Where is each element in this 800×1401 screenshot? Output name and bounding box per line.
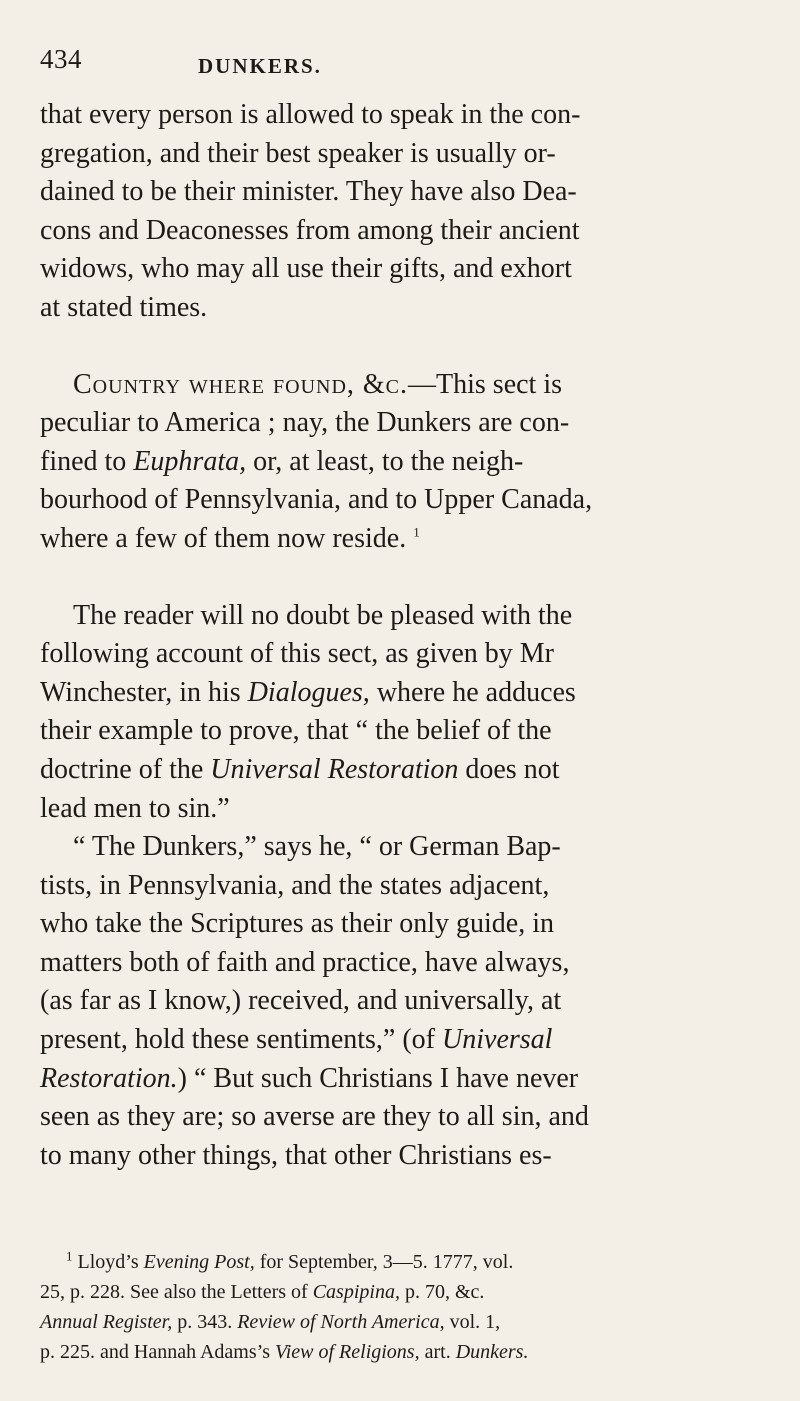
footnote-line (40, 1307, 770, 1337)
text-line: gregation, and their best speaker is usually or- (40, 137, 556, 169)
page-header (40, 44, 760, 84)
text-line (40, 1060, 770, 1099)
text-line: dained to be their minister. They have also Dea- (40, 176, 577, 208)
italic-title: Euphrata, (133, 445, 247, 477)
paragraph-4 (40, 828, 770, 1175)
italic-title: Evening Post, (143, 1251, 255, 1273)
text-line: widows, who may all use their gifts, and exhort (40, 253, 572, 285)
page-number: 434 (40, 44, 82, 74)
italic-title: Caspipina, (312, 1281, 400, 1303)
text-line: at stated times. (40, 291, 208, 323)
paragraph-1 (40, 96, 770, 328)
text-line: matters both of faith and practice, have always, (40, 946, 570, 978)
text-span: p. 343. (172, 1311, 238, 1333)
text-line (40, 1021, 770, 1060)
italic-title: Dialogues, (247, 676, 370, 708)
text-line: peculiar to America ; nay, the Dunkers are con- (40, 407, 570, 439)
text-line (40, 443, 770, 482)
footnote-reference: 1 (413, 524, 420, 540)
text-span: for September, 3—5. 1777, vol. (254, 1251, 514, 1273)
text-span: Lloyd’s (72, 1251, 144, 1273)
italic-title: Universal Restoration (210, 753, 459, 785)
paragraph-3 (40, 597, 770, 829)
text-span: 25, p. 228. See also the Letters of (40, 1281, 313, 1303)
text-span: doctrine of the (40, 753, 211, 785)
text-line: The reader will no doubt be pleased with the (73, 599, 573, 631)
text-line: lead men to sin.” (40, 792, 230, 824)
text-span: where he adduces (369, 676, 576, 708)
text-span: does not (458, 753, 560, 785)
text-line: following account of this sect, as given by Mr (40, 638, 555, 670)
text-line: (as far as I know,) received, and universally, at (40, 985, 562, 1017)
text-line: seen as they are; so averse are they to all sin, and (40, 1101, 589, 1133)
italic-title: Universal (442, 1024, 553, 1056)
text-line: that every person is allowed to speak in the con- (40, 99, 581, 130)
text-line: tists, in Pennsylvania, and the states adjacent, (40, 869, 550, 901)
text-span: vol. 1, (444, 1311, 501, 1333)
text-span: —This sect is (408, 368, 563, 400)
text-span: present, hold these sentiments,” (of (40, 1024, 443, 1056)
text-span: or, at least, to the neigh- (246, 445, 524, 477)
italic-title: View of Religions, (274, 1341, 420, 1363)
text-span: where a few of them now reside. (40, 522, 407, 554)
text-line (40, 751, 770, 790)
text-line (40, 520, 770, 559)
text-span: fined to (40, 445, 134, 477)
italic-title: Annual Register, (40, 1311, 173, 1333)
italic-title: Restoration. (40, 1062, 178, 1094)
italic-title: Review of North America, (237, 1311, 445, 1333)
italic-title: Dunkers. (455, 1341, 529, 1363)
footnotes (40, 1247, 770, 1367)
text-line: their example to prove, that “ the belief of the (40, 715, 552, 747)
footnote-marker: 1 (66, 1248, 73, 1264)
text-line: cons and Deaconesses from among their ancient (40, 214, 580, 246)
text-line: to many other things, that other Christians es- (40, 1139, 552, 1171)
text-span: Winchester, in his (40, 676, 248, 708)
text-line (40, 674, 770, 713)
footnote-line (40, 1247, 770, 1277)
footnote-line (40, 1337, 770, 1367)
text-span: p. 70, &c. (399, 1281, 485, 1303)
running-head: DUNKERS. (198, 54, 322, 78)
body-text (40, 96, 770, 1175)
text-line: who take the Scriptures as their only guide, in (40, 908, 554, 940)
text-span: ) “ But such Christians I have never (177, 1062, 579, 1094)
footnote-line (40, 1277, 770, 1307)
text-span: p. 225. and Hannah Adams’s (40, 1341, 275, 1363)
section-heading: Country where found, &c. (73, 368, 409, 400)
text-line: bourhood of Pennsylvania, and to Upper Canada, (40, 484, 593, 516)
text-line (40, 366, 770, 405)
paragraph-2 (40, 366, 770, 559)
text-line: “ The Dunkers,” says he, “ or German Bap- (73, 831, 561, 863)
text-span: art. (419, 1341, 456, 1363)
